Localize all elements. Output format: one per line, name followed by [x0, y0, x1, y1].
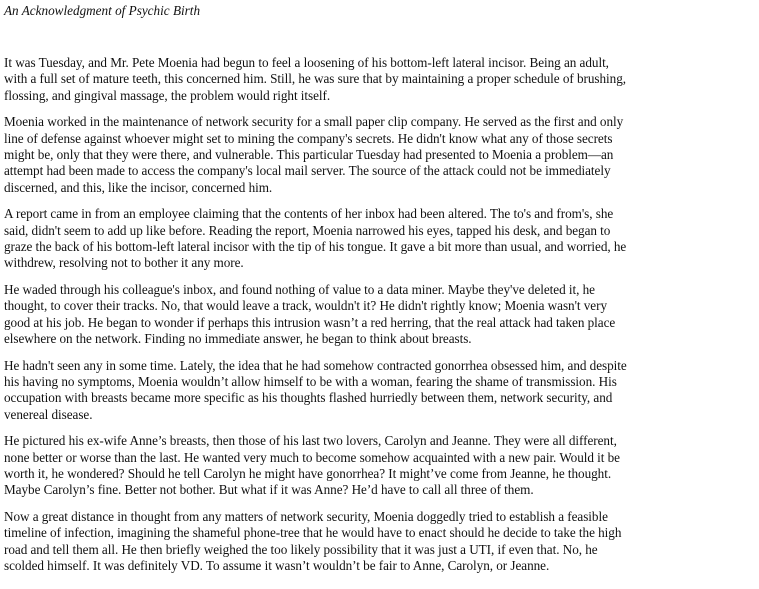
text-line: occupation with breasts became more specific as his thoughts flashed hurriedly between them, network security, and: [4, 390, 613, 406]
text-line: attempt had been made to access the company's local mail server. The source of the attack could not be immediately: [4, 163, 611, 179]
paragraph: [4, 282, 756, 347]
paragraph: [4, 433, 756, 498]
text-line: with a full set of mature teeth, this concerned him. Still, he was sure that by maintaining a proper schedule of brushing,: [4, 71, 626, 87]
text-line: scolded himself. It was definitely VD. To assume it wasn’t wouldn’t be fair to Anne, Carolyn, or Jeanne.: [4, 558, 550, 574]
text-line: good at his job. He began to wonder if perhaps this intrusion wasn’t a red herring, that the real attack had taken place: [4, 314, 616, 330]
text-line: flossing, and gingival massage, the problem would right itself.: [4, 87, 331, 103]
text-line: It was Tuesday, and Mr. Pete Moenia had begun to feel a loosening of his bottom-left lateral incisor. Being an adult,: [4, 55, 609, 70]
paragraph: [4, 509, 756, 574]
text-line: road and tell them all. He then briefly weighed the too likely possibility that it was just a UTI, if even that. No, he: [4, 541, 598, 557]
text-line: said, didn't seem to add up like before. Reading the report, Moenia narrowed his eyes, tapped his desk, and began to: [4, 222, 611, 238]
text-line: Maybe Carolyn’s fine. Better not bother. But what if it was Anne? He’d have to call all three of them.: [4, 482, 534, 498]
text-line: Moenia worked in the maintenance of network security for a small paper clip company. He served as the first and only: [4, 114, 624, 130]
text-line: worth it, he wondered? Should he tell Carolyn he might have gonorrhea? It might’ve come from Jeanne, he thought.: [4, 466, 612, 482]
text-line: venereal disease.: [4, 406, 93, 422]
text-line: elsewhere on the network. Finding no immediate answer, he began to think about breasts.: [4, 330, 472, 346]
paragraph: [4, 55, 756, 104]
text-line: discerned, and this, like the incisor, concerned him.: [4, 179, 273, 195]
paragraph: [4, 206, 756, 271]
document-body: [4, 55, 756, 574]
text-line: line of defense against whoever might set to mining the company's secrets. He didn't know what any of those secrets: [4, 130, 613, 146]
paragraph: [4, 358, 756, 423]
text-line: He pictured his ex-wife Anne’s breasts, then those of his last two lovers, Carolyn and Jeanne. They were all different,: [4, 433, 617, 449]
text-line: withdrew, resolving not to bother it any more.: [4, 255, 244, 271]
text-line: Now a great distance in thought from any matters of network security, Moenia doggedly tried to establish a feasible: [4, 509, 608, 525]
text-line: thought, to cover their tracks. No, that would leave a track, wouldn't it? He didn't rightly know; Moenia wasn't very: [4, 298, 607, 314]
text-line: graze the back of his bottom-left lateral incisor with the tip of his tongue. It gave a bit more than usual, and worried, he: [4, 238, 627, 254]
text-line: might be, only that they were there, and vulnerable. This particular Tuesday had presented to Moenia a problem—an: [4, 146, 614, 162]
text-line: his having no symptoms, Moenia wouldn’t allow himself to be with a woman, fearing the shame of transmission. His: [4, 374, 617, 390]
text-line: He hadn't seen any in some time. Lately, the idea that he had somehow contracted gonorrhea obsessed him, and despite: [4, 357, 627, 373]
text-line: none better or worse than the last. He wanted very much to become somehow acquainted with a new pair. Would it be: [4, 449, 620, 465]
text-line: A report came in from an employee claiming that the contents of her inbox had been altered. The to's and from's, she: [4, 206, 614, 222]
document-page: [4, 0, 756, 585]
text-line: He waded through his colleague's inbox, and found nothing of value to a data miner. Maybe they've deleted it, he: [4, 282, 595, 298]
document-title: An Acknowledgment of Psychic Birth: [4, 3, 201, 18]
paragraph: [4, 114, 756, 195]
text-line: timeline of infection, imagining the shameful phone-tree that he would have to enact should he decide to take the high: [4, 525, 622, 541]
